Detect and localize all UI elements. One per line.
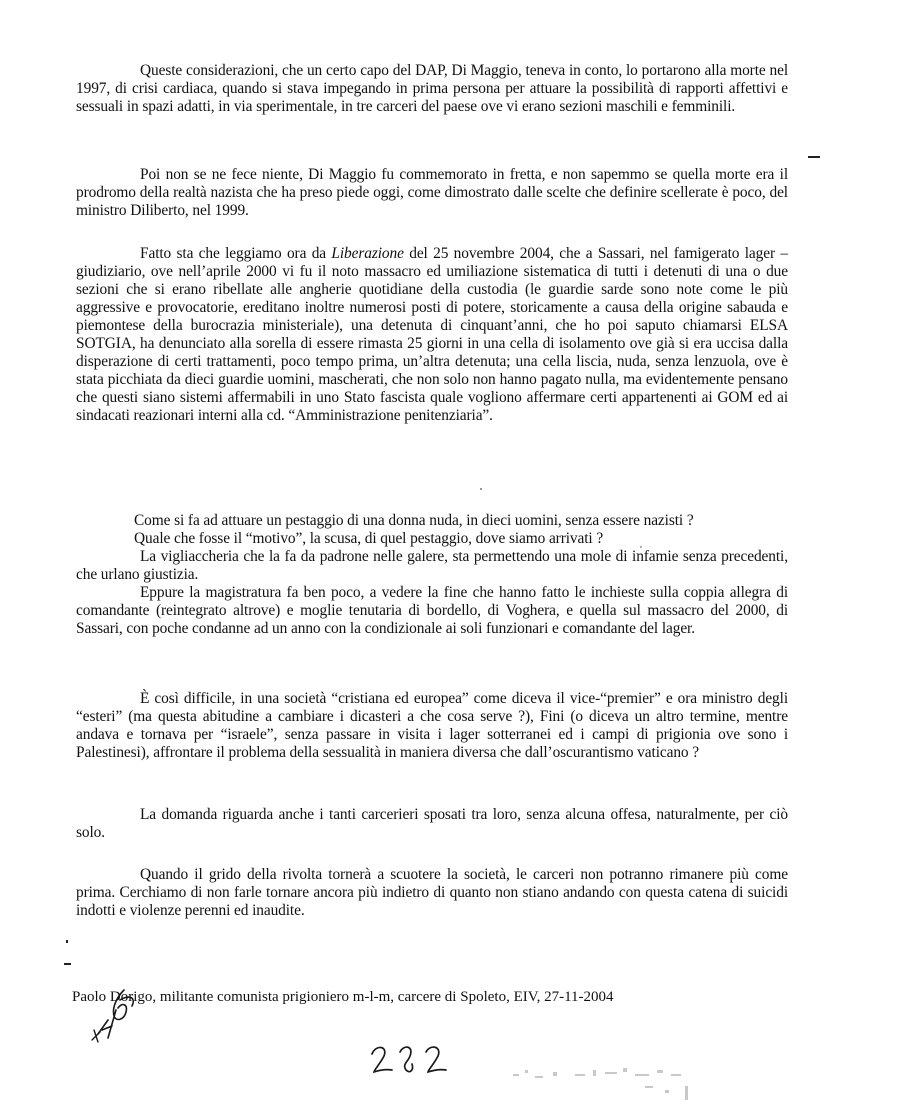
paragraph-7 [76, 866, 788, 920]
paragraph-3 [76, 245, 788, 425]
paragraph-2-text: Poi non se ne fece niente, Di Maggio fu commemorato in fretta, e non sapemmo se quella morte era il prodromo della realtà nazista che ha preso piede oggi, come dimostrato dalle scelte che definire scellerate è poco, del ministro Diliberto, nel 1999. [76, 166, 788, 219]
paragraph-6-text: La domanda riguarda anche i tanti carcerieri sposati tra loro, senza alcuna offesa, naturalmente, per ciò solo. [76, 806, 788, 841]
margin-mark [66, 940, 68, 943]
paragraph-3-post: del 25 novembre 2004, che a Sassari, nel famigerato lager – giudiziario, ove nell’aprile 2000 vi fu il noto massacro ed umiliazione sistematica di tutti i detenuti di una o due sezioni che si erano ribellate alle angherie quotidiane della custodia (le guardie sarde sono note come le più aggressive e provocatorie, ereditano inoltre numerosi posti di potere, storicamente a causa della origine sabauda e piemontese della burocrazia ministeriale), una detenuta di cinquant’anni, che ho poi saputo chiamarsi ELSA SOTGIA, ha denunciato alla sorella di essere rimasta 25 giorni in una cella di isolamento ove già si era uccisa dalla disperazione di certi trattamenti, poco tempo prima, un’altra detenuta; una cella liscia, nuda, senza lenzuola, ove è stata picchiata da dieci guardie uomini, mascherati, che non solo non hanno pagato nulla, ma evidentemente pensano che questi siano sistemi affermabili in uno Stato fascista quale vogliono affermare certi appartenenti ai GOM ed ai sindacati reazionari interni alla cd. “Amministrazione penitenziaria”. [76, 245, 788, 424]
signature-line: Paolo Dorigo, militante comunista prigioniero m-l-m, carcere di Spoleto, EIV, 27-11-2004 [72, 989, 614, 1005]
paragraph-4-line-3: La vigliaccheria che la fa da padrone nelle galere, sta permettendo una mole di infamie senza precedenti, che urlano giustizia. [76, 548, 788, 583]
paragraph-3-pre: Fatto sta che leggiamo ora da [140, 245, 332, 262]
scan-speck [480, 488, 482, 490]
paragraph-6 [76, 806, 788, 842]
paragraph-2 [76, 166, 788, 220]
margin-mark [64, 963, 71, 965]
paragraph-3-text [76, 245, 788, 425]
margin-mark [808, 156, 820, 158]
scan-speck [640, 546, 642, 548]
handwritten-page-number [366, 1034, 456, 1084]
handwritten-page-number-glyphs [366, 1034, 456, 1084]
paragraph-4 [76, 512, 788, 638]
faded-stamp-icon [505, 1060, 705, 1110]
paragraph-4-line-1: Come si fa ad attuare un pestaggio di una donna nuda, in dieci uomini, senza essere nazisti ? [134, 512, 694, 529]
newspaper-title: Liberazione [331, 245, 404, 262]
paragraph-7-text: Quando il grido della rivolta tornerà a scuotere la società, le carceri non potranno rimanere più come prima. Cerchiamo di non farle tornare ancora più indietro di quanto non stiano andando con questa catena di suicidi indotti e violenze perenni ed inaudite. [76, 866, 788, 919]
paragraph-4-line-2: Quale che fosse il “motivo”, la scusa, di quel pestaggio, dove siamo arrivati ? [134, 530, 604, 547]
paragraph-5 [76, 690, 788, 762]
paragraph-1-text: Queste considerazioni, che un certo capo del DAP, Di Maggio, teneva in conto, lo portarono alla morte nel 1997, di crisi cardiaca, quando si stava impegando in prima persona per attuare la possibilità di rapporti affettivi e sessuali in spazi adatti, in via sperimentale, in tre carceri del paese ove vi erano sezioni maschili e femminili. [76, 62, 788, 115]
paragraph-1 [76, 62, 788, 116]
paragraph-4-line-4: Eppure la magistratura fa ben poco, a vedere la fine che hanno fatto le inchieste sulla coppia allegra di comandante (reintegrato altrove) e moglie tenutaria di bordello, di Voghera, e quella sul massacro del 2000, di Sassari, con poche condanne ad un anno con la condizionale ai soli funzionari e comandante del lager. [76, 584, 788, 637]
paragraph-5-text: È così difficile, in una società “cristiana ed europea” come diceva il vice-“premier” e ora ministro degli “esteri” (ma questa abitudine a cambiare i dicasteri a che cosa serve ?), Fini (o diceva un altro termine, mentre andava e tornava per “israele”, senza passare in visita i lager sotterranei ed i campi di prigionia ove sono i Palestinesi), affrontare il problema della sessualità in maniera diversa che dall’oscurantismo vaticano ? [76, 690, 788, 761]
handwritten-signature-icon [86, 980, 156, 1050]
